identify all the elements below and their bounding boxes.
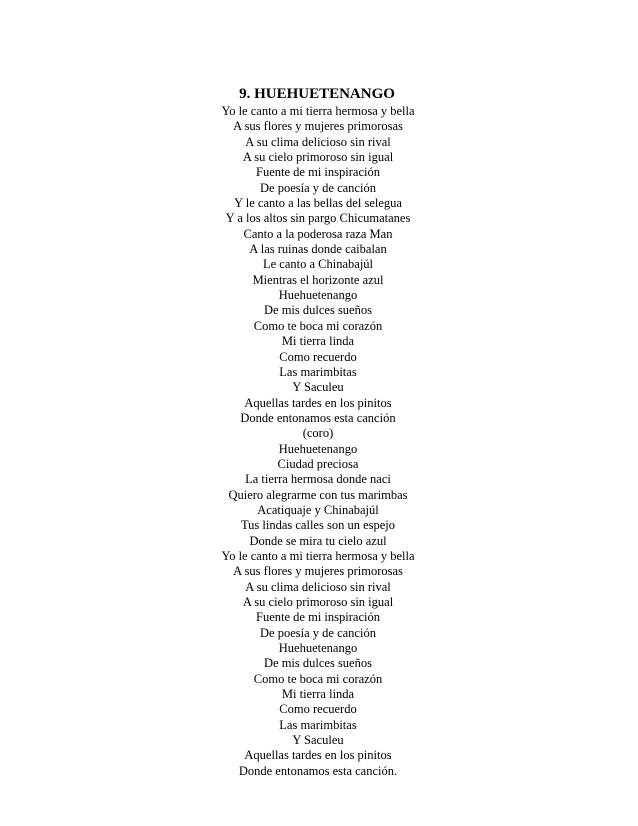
lyric-line: (coro) — [302, 426, 334, 441]
lyric-line: Donde se mira tu cielo azul — [249, 533, 387, 548]
lyric-line: Como te boca mi corazón — [253, 671, 383, 686]
lyric-line: Aquellas tardes en los pinitos — [244, 748, 392, 763]
lyric-line: A su cielo primoroso sin igual — [242, 595, 394, 609]
lyric-line: Yo le canto a mi tierra hermosa y bella — [221, 104, 415, 118]
lyric-line: Quiero alegrarme con tus marimbas — [228, 487, 408, 502]
lyric-line: Ciudad preciosa — [277, 456, 359, 471]
lyric-line: Mientras el horizonte azul — [252, 272, 384, 287]
lyric-line: Tus lindas calles son un espejo — [240, 518, 396, 533]
lyric-line: Huehuetenango — [278, 641, 358, 656]
lyric-line: De mis dulces sueños — [264, 656, 372, 671]
lyric-line: A su cielo primoroso sin igual — [242, 150, 394, 165]
lyric-line: Huehuetenango — [278, 441, 358, 456]
lyric-line: De poesía y de canción — [260, 180, 376, 195]
song-title: 9. HUEHUETENANGO — [239, 86, 395, 102]
lyric-line: Mi tierra linda — [281, 687, 355, 702]
lyric-line: Las marimbitas — [279, 364, 357, 379]
lyric-line: Yo le canto a mi tierra hermosa y bella — [221, 548, 415, 563]
lyric-line: Como recuerdo — [279, 349, 357, 364]
lyric-line: Donde entonamos esta canción — [240, 410, 396, 425]
lyric-line: Canto a la poderosa raza Man — [243, 226, 393, 241]
lyric-line: De mis dulces sueños — [264, 303, 372, 318]
document-page — [0, 84, 638, 779]
lyric-line: Aquellas tardes en los pinitos — [244, 395, 392, 410]
lyric-line: Mi tierra linda — [281, 334, 355, 349]
lyric-line: Huehuetenango — [278, 288, 358, 303]
lyric-line: A las ruinas donde caibalan — [249, 242, 387, 257]
lyric-line: De poesía y de canción — [260, 625, 376, 640]
lyrics-list — [0, 104, 638, 779]
lyric-line: Como te boca mi corazón — [253, 318, 383, 333]
lyric-line: Y Saculeu — [292, 380, 344, 395]
lyric-line: Donde entonamos esta canción. — [238, 763, 398, 778]
lyric-line: A su clima delicioso sin rival — [245, 579, 391, 594]
lyric-line: Acatiquaje y Chinabajúl — [257, 502, 379, 517]
lyric-line: Y le canto a las bellas del selegua — [234, 196, 402, 211]
lyric-line: Fuente de mi inspiración — [256, 165, 380, 180]
lyric-line: A sus flores y mujeres primorosas — [233, 119, 403, 134]
lyric-line: Le canto a Chinabajúl — [262, 257, 374, 272]
lyric-line: A su clima delicioso sin rival — [245, 134, 391, 149]
lyric-line: Fuente de mi inspiración — [256, 610, 380, 625]
lyric-line: Y a los altos sin pargo Chicumatanes — [225, 211, 411, 226]
lyric-line: La tierra hermosa donde naci — [245, 472, 391, 487]
lyric-line: Como recuerdo — [279, 702, 357, 717]
lyric-line: Las marimbitas — [279, 717, 357, 732]
lyric-line: A sus flores y mujeres primorosas — [233, 564, 403, 579]
lyric-line: Y Saculeu — [292, 733, 344, 748]
